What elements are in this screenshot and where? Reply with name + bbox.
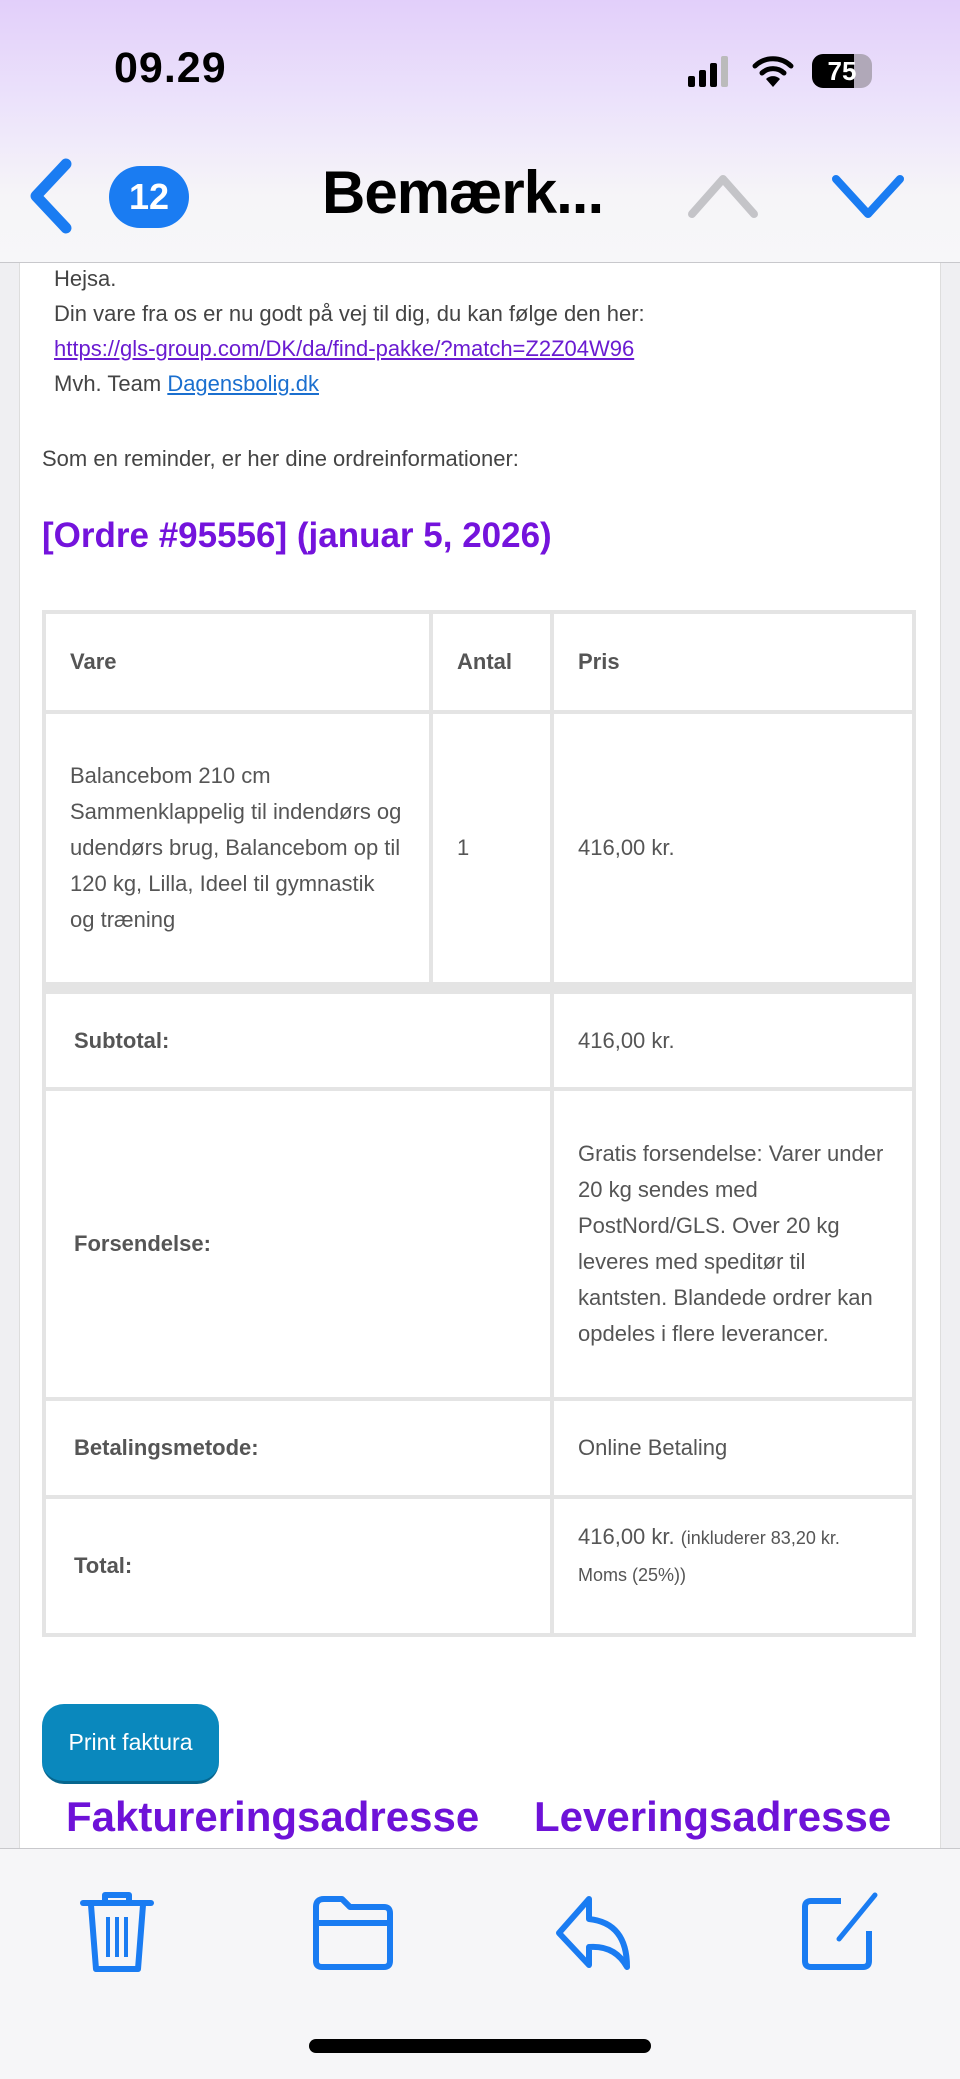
- total-row: [46, 1499, 912, 1633]
- total-cell: [554, 1499, 912, 1633]
- compose-icon[interactable]: [797, 1889, 881, 1973]
- mail-header: [0, 0, 960, 263]
- home-indicator[interactable]: [309, 2039, 651, 2053]
- table-divider-cell: [46, 986, 912, 990]
- payment-label: Betalingsmetode:: [46, 1401, 550, 1495]
- column-header-item: Vare: [46, 614, 429, 710]
- tracking-link[interactable]: https://gls-group.com/DK/da/find-pakke/?match=Z2Z04W96: [54, 336, 635, 361]
- subtotal-row: [46, 994, 912, 1087]
- status-time: 09.29: [114, 44, 227, 92]
- item-name: Balancebom 210 cm Sammenklappelig til indendørs og udendørs brug, Balancebom op til 120 kg, Lilla, Ideel til gymnastik og træning: [46, 714, 429, 982]
- billing-address-heading: Faktureringsadresse: [66, 1793, 480, 1840]
- table-row: [46, 714, 912, 982]
- unread-count-badge[interactable]: 12: [109, 166, 189, 228]
- email-intro: [54, 261, 645, 401]
- battery-indicator: 75: [812, 54, 872, 88]
- item-qty: 1: [433, 714, 550, 982]
- greeting-text: Hejsa.: [54, 266, 117, 291]
- order-heading: [Ordre #95556] (januar 5, 2026): [42, 516, 552, 555]
- message-subject-title: Bemærk...: [322, 159, 604, 226]
- shipping-message: Din vare fra os er nu godt på vej til dig, du kan følge den her:: [54, 301, 645, 326]
- item-price: 416,00 kr.: [554, 714, 912, 982]
- column-header-qty: Antal: [433, 614, 550, 710]
- shipping-label: Forsendelse:: [46, 1091, 550, 1397]
- table-divider: [46, 986, 912, 990]
- back-chevron-icon[interactable]: [26, 158, 76, 234]
- subtotal-value: 416,00 kr.: [554, 994, 912, 1087]
- reminder-text: Som en reminder, er her dine ordreinformationer:: [42, 446, 519, 471]
- subtotal-label: Subtotal:: [46, 994, 550, 1087]
- payment-value: Online Betaling: [554, 1401, 912, 1495]
- store-link[interactable]: Dagensbolig.dk: [167, 371, 319, 396]
- table-header-row: [46, 614, 912, 710]
- signoff-text: Mvh. Team: [54, 371, 168, 396]
- order-table: [42, 610, 916, 1637]
- previous-message-chevron-up-icon[interactable]: [686, 170, 760, 222]
- cellular-signal-icon: [688, 56, 732, 88]
- column-header-price: Pris: [554, 614, 912, 710]
- next-message-chevron-down-icon[interactable]: [830, 170, 906, 222]
- shipping-row: [46, 1091, 912, 1397]
- reply-icon[interactable]: [553, 1889, 637, 1973]
- trash-icon[interactable]: [75, 1889, 159, 1973]
- print-invoice-button[interactable]: Print faktura: [42, 1704, 219, 1784]
- total-value: 416,00 kr.: [578, 1524, 675, 1549]
- wifi-icon: [752, 54, 794, 88]
- total-label: Total:: [46, 1499, 550, 1633]
- shipping-value: Gratis forsendelse: Varer under 20 kg sendes med PostNord/GLS. Over 20 kg leveres med speditør til kantsten. Blandede ordrer kan opdeles i flere leverancer.: [554, 1091, 912, 1397]
- tax-note: (inkluderer 83,20 kr. Moms (25%)): [578, 1528, 840, 1585]
- shipping-address-heading: Leveringsadresse: [534, 1793, 892, 1840]
- payment-row: [46, 1401, 912, 1495]
- folder-icon[interactable]: [310, 1889, 394, 1973]
